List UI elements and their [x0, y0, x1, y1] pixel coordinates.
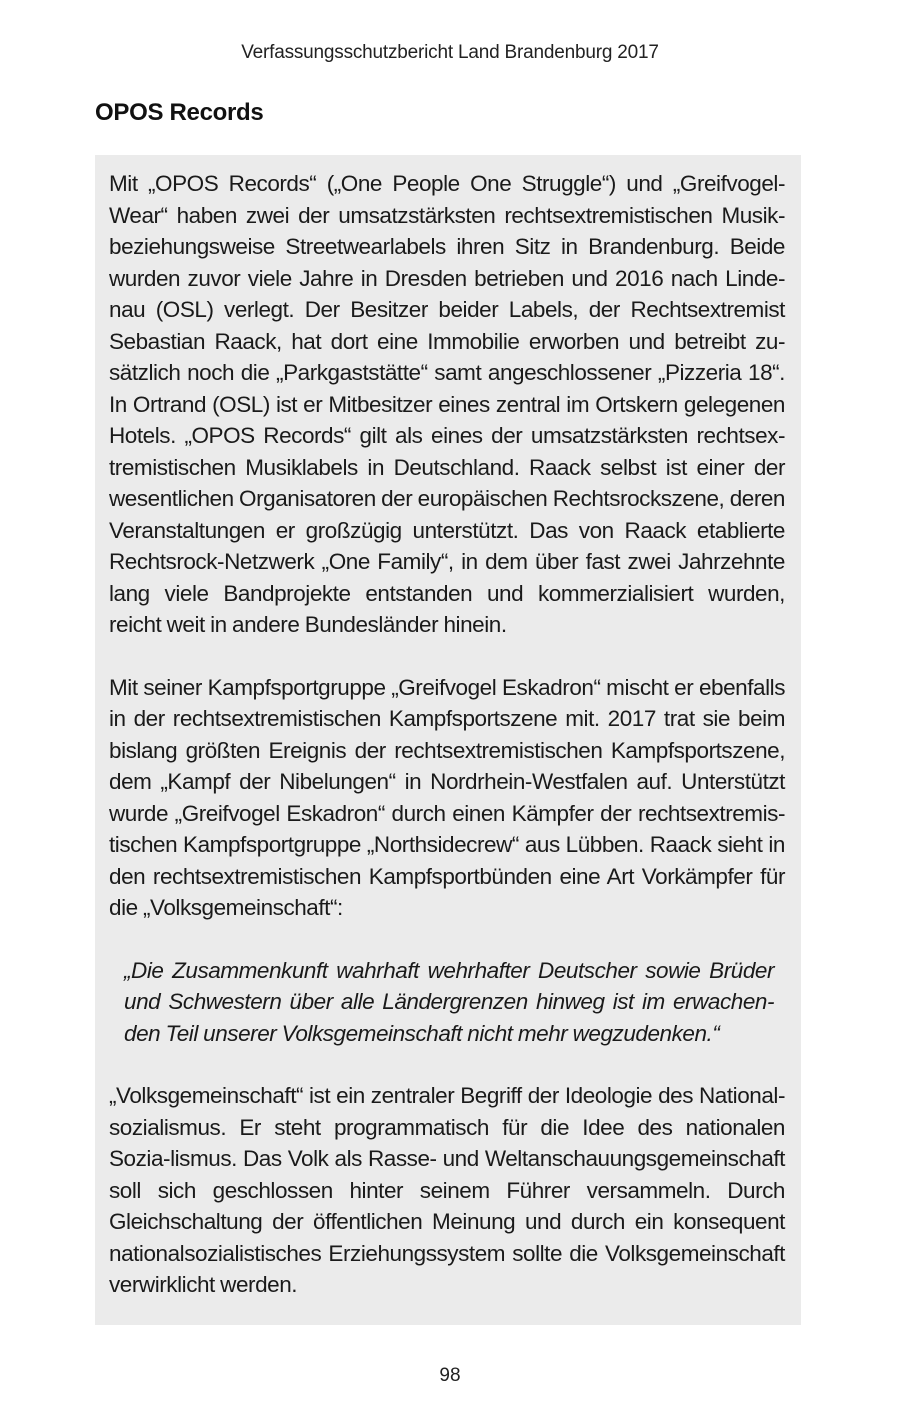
paragraph-volksgemeinschaft: „Volksgemeinschaft“ ist ein zentraler Begriff der Ideologie des National-sozialismus. Er steht programmatisch für die Idee des nationalen Sozia-lismus. Das Volk als Rasse- und Weltanschauungsgemeinschaft soll sich geschlossen hinter seinem Führer versammeln. Durch Gleichschaltung der öffentlichen Meinung und durch ein konsequent nationalsozialistisches Erziehungssystem sollte die Volksgemeinschaft verwirklicht werden. [109, 1083, 785, 1297]
running-header: Verfassungsschutzbericht Land Brandenburg 2017 [241, 42, 659, 63]
info-box-content [109, 168, 785, 1301]
block-quote: „Die Zusammenkunft wahrhaft wehrhafter Deutscher sowie Brüder und Schwestern über alle Ländergrenzen hinweg ist im erwachen-den Teil unserer Volksgemeinschaft nicht mehr wegzudenken.“ [124, 957, 774, 1046]
section-title: OPOS Records [95, 99, 264, 126]
paragraph-spacer [109, 641, 785, 672]
paragraph-greifvogel-eskadron: Mit seiner Kampfsportgruppe „Greifvogel Eskadron“ mischt er ebenfalls in der rechtsextremistischen Kampfsportszene mit. 2017 trat sie beim bislang größten Ereignis der rechtsextremistischen Kampfsportszene, dem „Kampf der Nibelungen“ in Nordrhein-Westfalen auf. Unterstützt wurde „Greifvogel Eskadron“ durch einen Kämpfer der rechtsextremis-tischen Kampfsportgruppe „Northsidecrew“ aus Lübben. Raack sieht in den rechtsextremistischen Kampfsportbünden eine Art Vorkämpfer für die „Volksgemeinschaft“: [109, 674, 785, 920]
paragraph-opos-records: Mit „OPOS Records“ („One People One Struggle“) und „Greifvogel-Wear“ haben zwei der umsatzstärksten rechtsextremistischen Musik-beziehungsweise Streetwearlabels ihren Sitz in Brandenburg. Beide wurden zuvor viele Jahre in Dresden betrieben und 2016 nach Linde-nau (OSL) verlegt. Der Besitzer beider Labels, der Rechtsextremist Sebastian Raack, hat dort eine Immobilie erworben und betreibt zu-sätzlich noch die „Parkgaststätte“ samt angeschlossener „Pizzeria 18“. In Ortrand (OSL) ist er Mitbesitzer eines zentral im Ortskern gelegenen Hotels. „OPOS Records“ gilt als eines der umsatzstärksten rechtsex-tremistischen Musiklabels in Deutschland. Raack selbst ist einer der wesentlichen Organisatoren der europäischen Rechtsrockszene, deren Veranstaltungen er großzügig unterstützt. Das von Raack etablierte Rechtsrock-Netzwerk „One Family“, in dem über fast zwei Jahrzehnte lang viele Bandprojekte entstanden und kommerzialisiert wurden, reicht weit in andere Bundesländer hinein. [109, 171, 785, 637]
paragraph-spacer [109, 924, 785, 955]
paragraph-spacer [109, 1049, 785, 1080]
page-number: 98 [439, 1365, 461, 1386]
